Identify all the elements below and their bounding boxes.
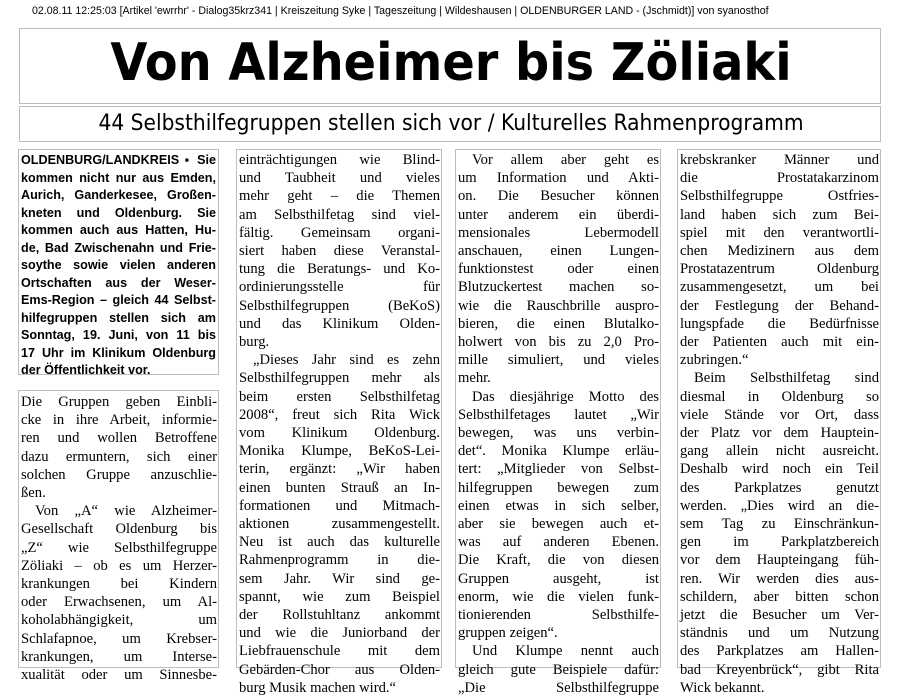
text-line: hilfegruppen bewegen zum [458, 479, 659, 496]
text-line: enorm, wie die vielen funk- [458, 588, 659, 605]
text-line: gang allein nicht ausreicht. [680, 443, 879, 460]
text-line: Gesellschaft Oldenburg bis [21, 521, 217, 538]
text-line: der Platz vor dem Hauptein- [680, 425, 879, 442]
dateline: OLDENBURG/LANDKREIS ▪ [21, 153, 198, 167]
text-line: die Prostatakarzinom [680, 170, 879, 187]
lead-line [21, 152, 216, 170]
text-line: mille simuliert, und vieles [458, 352, 659, 369]
text-line: chen Medizinern aus dem [680, 243, 879, 260]
lead-line: der Öffentlichkeit vor. [21, 363, 151, 377]
text-line: bewegen, was uns verbin- [458, 425, 659, 442]
lead-line: Sonntag, 19. Juni, von 11 bis [21, 328, 216, 342]
text-line: der Festlegung der Behand- [680, 297, 879, 314]
text-line: ßen. [21, 485, 46, 502]
text-line: Neu ist auch das kulturelle [239, 534, 440, 551]
text-line: einen bunten Strauß an In- [239, 479, 440, 496]
article-lead [21, 152, 216, 380]
text-line: holwert von bis zu 2,0 Pro- [458, 334, 659, 351]
text-line: werden. „Dies wird an die- [680, 497, 879, 514]
lead-line: soythe sowie vielen anderen [21, 258, 216, 272]
text-line: um Information und Akti- [458, 170, 659, 187]
text-line: zusammengesetzt, um bei [680, 279, 879, 296]
text-line: aber sie bewegen auch et- [458, 516, 659, 533]
text-line: des Parkplatzes am Hallen- [680, 643, 879, 660]
text-line: fältig. Gemeinsam organi- [239, 224, 440, 241]
lead-line: hilfegruppen stellen sich am [21, 310, 216, 325]
text-line: on. Die Besucher können [458, 188, 659, 205]
lead-line: de, Bad Zwischenahn und Frie- [21, 240, 216, 255]
text-line: Beim Selbsthilfetag sind [694, 370, 879, 387]
text-line: vor dem Haupteingang füh- [680, 552, 879, 569]
text-line: krankungen, um Interse- [21, 648, 217, 665]
text-line: schildern, aber bitten schon [680, 588, 879, 605]
text-line: Selbsthilfegruppen mehr als [239, 370, 440, 387]
text-line: der Patienten auch mit ein- [680, 334, 879, 351]
text-line: ren. Wir werden dies aus- [680, 570, 879, 587]
lead-line: kommen nicht nur aus Emden, [21, 170, 216, 185]
text-line: Selbsthilfegruppe Ostfries- [680, 188, 879, 205]
text-line: ren und wollen Betroffene [21, 430, 217, 447]
text-line: terin, ergänzt: „Wir haben [239, 461, 440, 478]
text-line: xualität oder um Sinnesbe- [21, 667, 217, 684]
article-meta-line: 02.08.11 12:25:03 [Artikel 'ewrrhr' - Dialog35krz341 | Kreiszeitung Syke | Tageszeitung | Wildeshausen | OLDENBURGER LAND - (Jschmidt)] von syanosthof [32, 5, 769, 17]
text-line: land haben sich zum Bei- [680, 206, 879, 223]
text-line: spiel mit den verantwortli- [680, 224, 879, 241]
text-line: Blutzuckertest machen so- [458, 279, 659, 296]
text-line: Prostatazentrum Oldenburg [680, 261, 879, 278]
text-line: formationen und Mitmach- [239, 497, 440, 514]
text-line: wie die Rauschbrille auspro- [458, 297, 659, 314]
article-column-1 [21, 393, 217, 684]
text-line: Selbsthilfetages lautet „Wir [458, 406, 659, 423]
text-line: und das Klinikum Olden- [239, 315, 440, 332]
text-line: einträchtigungen wie Blind- [239, 152, 440, 168]
lead-line: kommen auch aus Hatten, Hu- [21, 223, 216, 237]
text-line: bieren, die einen Blutalko- [458, 315, 659, 332]
article-column-4 [680, 151, 879, 697]
text-line: ordinierungsstelle für [239, 279, 440, 296]
text-line: oder Erwachsenen, um Al- [21, 594, 217, 611]
text-line: gruppen zeigen“. [458, 625, 558, 642]
text-line: zubringen.“ [680, 352, 749, 369]
text-line: Schlafapnoe, um Krebser- [21, 630, 217, 647]
text-line: und Taubheit und vieles [239, 170, 440, 187]
text-line: Liebfrauenschule mit dem [239, 643, 440, 660]
text-line: einen etwas in sich selber, [458, 497, 659, 514]
text-line: aktionen zusammengestellt. [239, 516, 440, 533]
text-line: diesmal in Oldenburg so [680, 388, 879, 405]
text-line: burg. [239, 334, 270, 351]
text-line: sem Tag zu Einschränkun- [680, 516, 879, 533]
text-line: „Dieses Jahr sind es zehn [253, 352, 440, 369]
text-line: dazu ermuntern, sich einer [21, 448, 217, 465]
text-line: mensionales Lebermodell [458, 224, 659, 241]
text-line: „Z“ wie Selbsthilfegruppe [21, 539, 217, 556]
text-line: am Selbsthilfetag sind viel- [239, 206, 440, 223]
text-line: det“. Monika Klumpe erläu- [458, 443, 659, 460]
text-line: Selbsthilfegruppen (BeKoS) [239, 297, 440, 314]
text-line: der Rollstuhltanz ankommt [239, 607, 440, 624]
lead-line: kneten und Oldenburg. Sie [21, 205, 216, 220]
text-line: mehr geht – die Themen [239, 188, 440, 205]
text-line: unter anderem ein überdi- [458, 206, 659, 223]
text-line: krebskranker Männer und [680, 152, 879, 168]
headline: Von Alzheimer bis Zöliaki [110, 33, 792, 93]
text-line: Gruppen ausgeht, ist [458, 570, 659, 587]
text-line: jetzt die Besucher um Ver- [680, 607, 879, 624]
article-column-2 [239, 151, 440, 697]
text-line: solchen Gruppe anzuschlie- [21, 466, 217, 483]
lead-line: 17 Uhr im Klinikum Oldenburg [21, 345, 216, 360]
text-line: und wie die Juniorband der [239, 625, 440, 642]
text-line: ständnis und um Nutzung [680, 625, 879, 642]
text-line: des Parkplatzes genutzt [680, 479, 879, 496]
text-line: tionierenden Selbsthilfe- [458, 607, 659, 624]
text-line: cke in ihre Arbeit, informie- [21, 412, 217, 429]
text-line: Von „A“ wie Alzheimer- [35, 503, 217, 520]
text-line: siert haben diese Veranstal- [239, 243, 440, 260]
text-line: Zöliaki – ob es um Herzer- [21, 557, 217, 574]
text-line: bad Kreyenbrück“, gibt Rita [680, 661, 879, 678]
text-line: anschauen, einen Lungen- [458, 243, 659, 260]
text-line: Monika Klumpe, BeKoS-Lei- [239, 443, 440, 460]
text-line: tert: „Mitglieder von Selbst- [458, 461, 659, 478]
lead-line: Ortschaften aus der Weser- [21, 275, 216, 290]
text-line: lungspfade die Bedürfnisse [680, 315, 879, 332]
text-line: gleich gute Beispiele dafür: [458, 661, 659, 678]
text-line: Vor allem aber geht es [472, 152, 659, 168]
text-line: Wick bekannt. [680, 679, 765, 696]
text-line: beim ersten Selbsthilfetag [239, 388, 440, 405]
text-line: krankungen bei Kindern [21, 576, 217, 593]
article-column-3 [458, 151, 659, 697]
text-line: sem Jahr. Wir sind ge- [239, 570, 440, 587]
text-line: was auf anderen Ebenen. [458, 534, 659, 551]
text-line: burg Musik machen wird.“ [239, 679, 396, 696]
text-line: mehr. [458, 370, 491, 387]
text-line: gen im Parkplatzbereich [680, 534, 879, 551]
text-line: Das diesjährige Motto des [472, 388, 659, 405]
text-line: funktionstest oder einen [458, 261, 659, 278]
subheadline: 44 Selbsthilfegruppen stellen sich vor / Kulturelles Rahmenprogramm [98, 110, 804, 136]
text-line: Gebärden-Chor aus Olden- [239, 661, 440, 678]
text-line: tung die Beratungs- und Ko- [239, 261, 440, 278]
lead-line-text: Sie [197, 153, 216, 167]
text-line: Die Kraft, die von diesen [458, 552, 659, 569]
text-line: Deshalb wird noch ein Teil [680, 461, 879, 478]
lead-line: Aurich, Ganderkesee, Großen- [21, 188, 216, 202]
text-line: vom Klinikum Oldenburg. [239, 425, 440, 442]
text-line: Und Klumpe nennt auch [472, 643, 659, 660]
text-line: Die Gruppen geben Einbli- [21, 394, 217, 410]
text-line: spannt, wie zum Beispiel [239, 588, 440, 605]
lead-line: Ems-Region – gleich 44 Selbst- [21, 293, 216, 307]
text-line: „Die Selbsthilfegruppe [458, 679, 659, 696]
text-line: koholabhängigkeit, um [21, 612, 217, 629]
text-line: 2008“, freut sich Rita Wick [239, 406, 440, 423]
text-line: Rahmenprogramm in die- [239, 552, 440, 569]
text-line: viele Stände vor Ort, dass [680, 406, 879, 423]
